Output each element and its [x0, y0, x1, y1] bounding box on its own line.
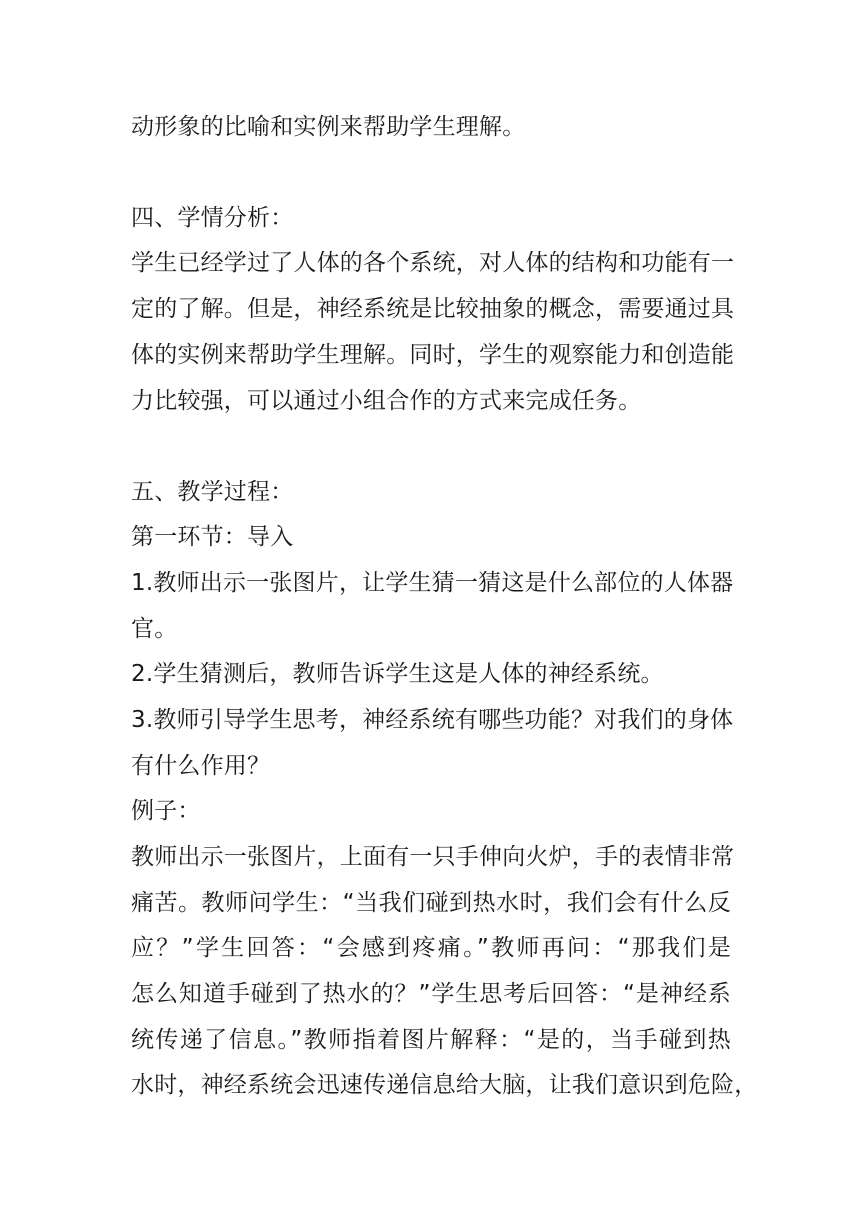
- text-line: 怎么知道手碰到了热水的？”学生思考后回答：“是神经系: [131, 981, 731, 1007]
- text-line: 学生已经学过了人体的各个系统，对人体的结构和功能有一: [131, 250, 735, 276]
- text-line: 力比较强，可以通过小组合作的方式来完成任务。: [131, 388, 642, 414]
- text-line: 水时，神经系统会迅速传递信息给大脑，让我们意识到危险，: [131, 1072, 758, 1098]
- list-item-3: 3.教师引导学生思考，神经系统有哪些功能？对我们的身体: [131, 707, 734, 733]
- text-line-intro-end: 动形象的比喻和实例来帮助学生理解。: [131, 114, 526, 140]
- example-label: 例子：: [131, 798, 201, 824]
- text-line: 定的了解。但是，神经系统是比较抽象的概念，需要通过具: [131, 296, 735, 322]
- section-heading-student-analysis: 四、学情分析：: [131, 205, 294, 231]
- list-item-1: 1.教师出示一张图片，让学生猜一猜这是什么部位的人体器: [131, 570, 734, 596]
- list-item-3-continued: 有什么作用？: [131, 753, 271, 779]
- list-item-2: 2.学生猜测后，教师告诉学生这是人体的神经系统。: [131, 661, 664, 687]
- list-item-1-continued: 官。: [131, 616, 178, 642]
- text-line: 教师出示一张图片，上面有一只手伸向火炉，手的表情非常: [131, 844, 735, 870]
- text-line: 应？”学生回答：“会感到疼痛。”教师再问：“那我们是: [131, 935, 731, 961]
- text-line: 体的实例来帮助学生理解。同时，学生的观察能力和创造能: [131, 342, 735, 368]
- subheading-intro-step: 第一环节：导入: [131, 524, 294, 550]
- section-heading-teaching-process: 五、教学过程：: [131, 479, 294, 505]
- text-line: 痛苦。教师问学生：“当我们碰到热水时，我们会有什么反: [131, 890, 731, 916]
- text-line: 统传递了信息。”教师指着图片解释：“是的，当手碰到热: [131, 1027, 731, 1053]
